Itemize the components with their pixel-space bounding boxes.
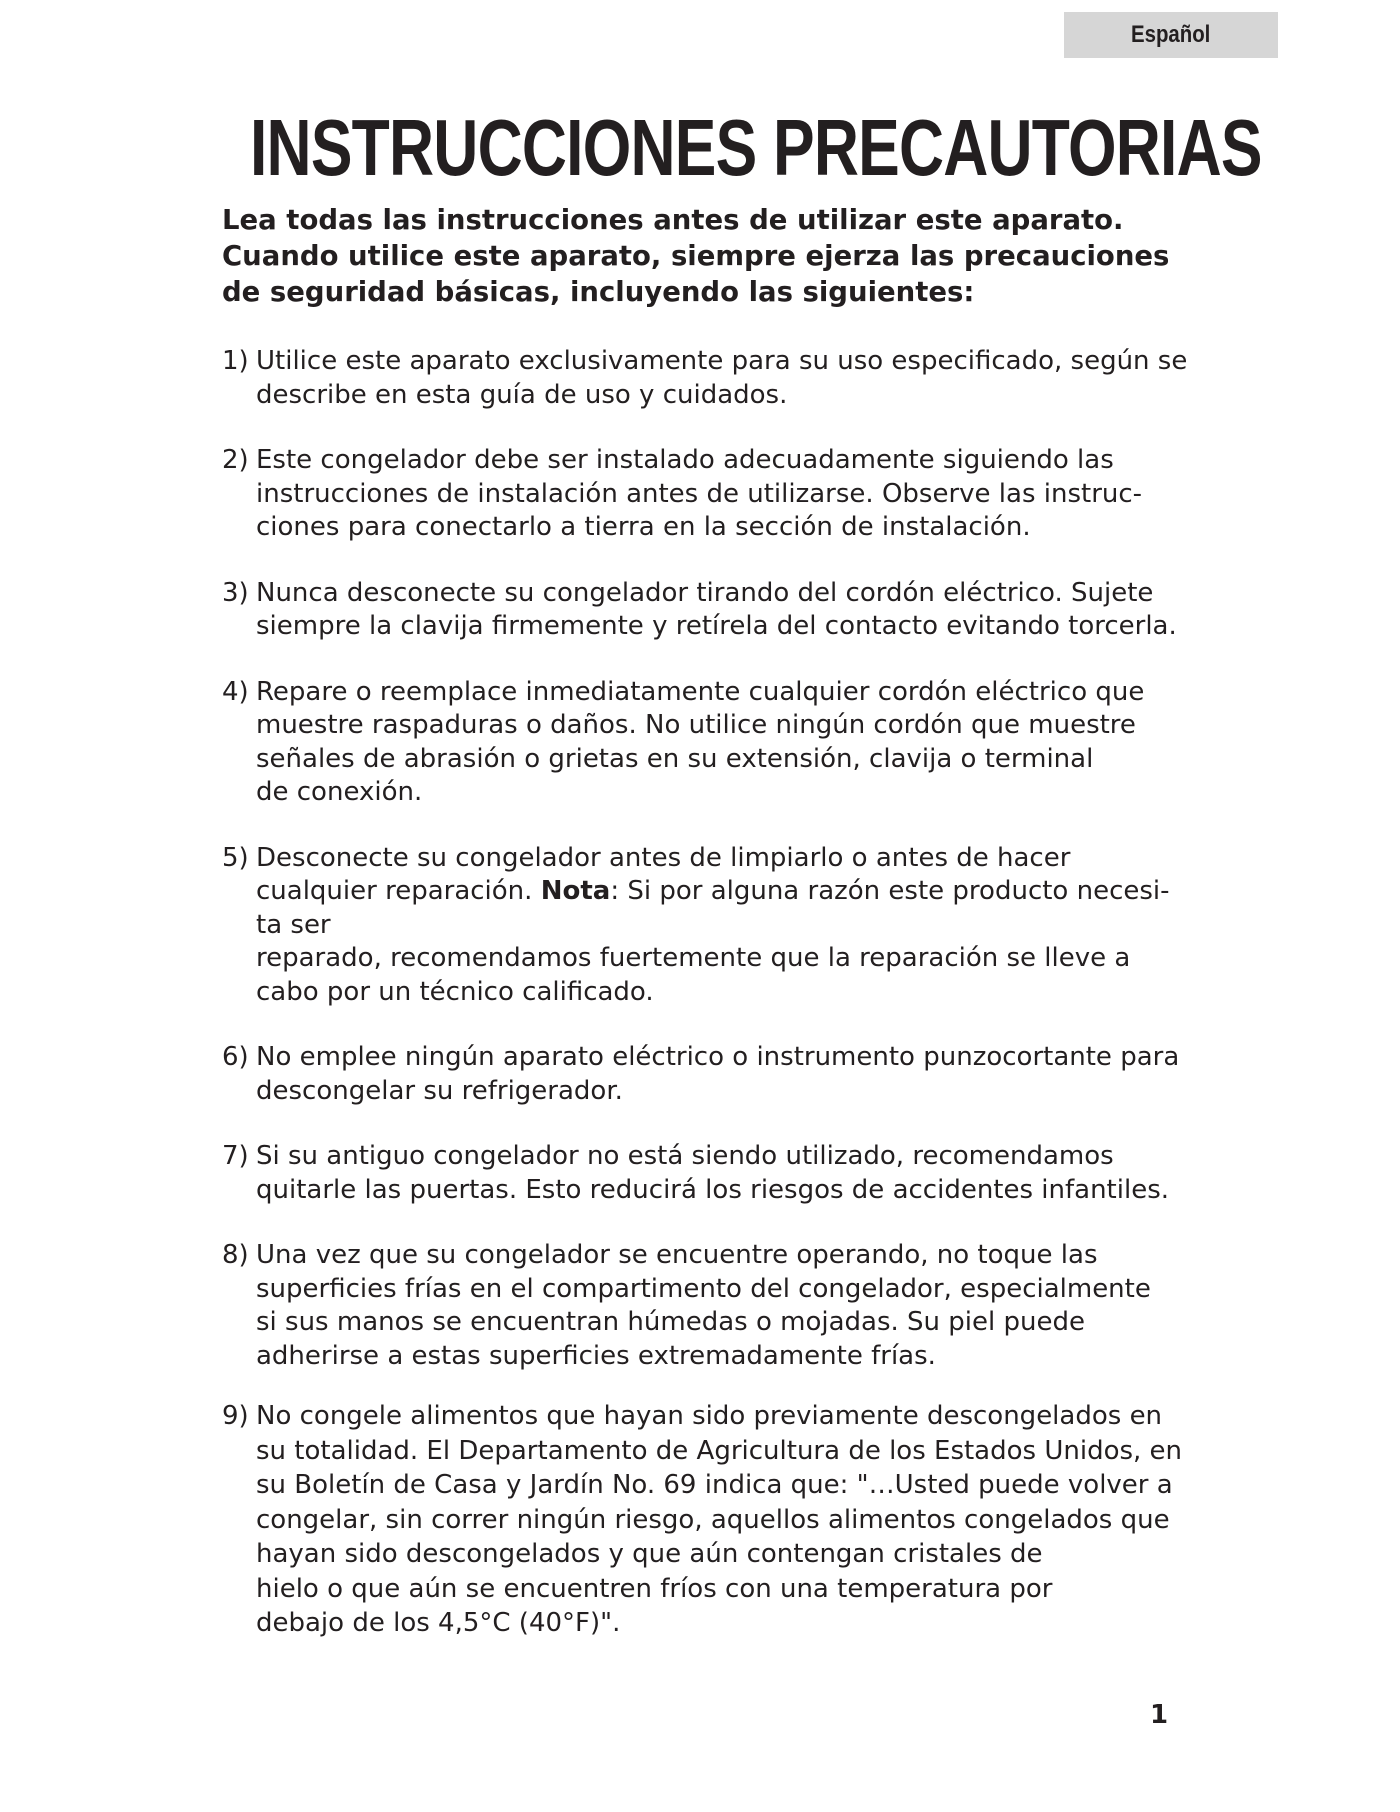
item-number: 3) [222,577,249,608]
item-text [256,345,1222,412]
item-text [256,1140,1222,1207]
item-text-segment: cualquier reparación. [256,876,541,906]
note-label: Nota [540,876,611,906]
item-line: adherirse a estas superficies extremadamente frías. [256,1340,936,1371]
item-line: instrucciones de instalación antes de utilizarse. Observe las instruc- [256,478,1143,509]
item-line: su Boletín de Casa y Jardín No. 69 indica que: "…Usted puede volver a [256,1470,1173,1500]
item-line: de conexión. [256,777,423,807]
item-line: hielo o que aún se encuentren fríos con una temperatura por [256,1573,1053,1604]
item-line: señales de abrasión o grietas en su extensión, clavija o terminal [256,743,1094,774]
item-line: muestre raspaduras o daños. No utilice ningún cordón que muestre [256,710,1136,740]
page-number: 1 [1150,1700,1169,1730]
item-number: 5) [222,842,249,873]
language-tab-label: Español [1131,21,1211,48]
item-number: 8) [222,1240,249,1270]
item-line: congelar, sin correr ningún riesgo, aquellos alimentos congelados que [256,1504,1170,1535]
item-line: No congele alimentos que hayan sido previamente descongelados en [256,1401,1163,1431]
instruction-item-9 [222,1399,1222,1641]
instruction-item-4 [222,676,1222,810]
intro-line: Cuando utilice este aparato, siempre ejerza las precauciones [222,240,1170,272]
instruction-item-7 [222,1140,1222,1207]
intro-line: Lea todas las instrucciones antes de utilizar este aparato. [222,204,1124,236]
item-line: No emplee ningún aparato eléctrico o instrumento punzocortante para [256,1042,1180,1072]
item-text [256,577,1222,644]
instruction-item-2 [222,444,1222,545]
intro-line: de seguridad básicas, incluyendo las siguientes: [222,276,975,308]
item-line: si sus manos se encuentran húmedas o mojadas. Su piel puede [256,1307,1085,1337]
page-title: INSTRUCCIONES PRECAUTORIAS [250,103,1262,192]
item-line: Utilice este aparato exclusivamente para su uso especificado, según se [256,346,1188,376]
item-text [256,842,1222,1010]
instruction-list [222,345,1222,1641]
intro-paragraph [222,202,1202,310]
item-text [256,444,1222,545]
item-line: describe en esta guía de uso y cuidados. [256,379,788,410]
item-line: Nunca desconecte su congelador tirando del cordón eléctrico. Sujete [256,577,1154,608]
item-line: cabo por un técnico calificado. [256,976,654,1007]
item-line: su totalidad. El Departamento de Agricultura de los Estados Unidos, en [256,1435,1183,1466]
item-line: Si su antiguo congelador no está siendo utilizado, recomendamos [256,1141,1114,1171]
item-number: 1) [222,346,249,376]
item-text [256,1399,1222,1641]
item-text-segment: : Si por alguna razón este producto necesi- [610,876,1170,906]
item-line: siempre la clavija firmemente y retírela del contacto evitando torcerla. [256,611,1177,641]
item-number: 9) [222,1401,249,1431]
item-line: Repare o reemplace inmediatamente cualquier cordón eléctrico que [256,676,1145,707]
item-line: debajo de los 4,5°C (40°F)". [256,1608,621,1638]
item-line: Este congelador debe ser instalado adecuadamente siguiendo las [256,445,1114,475]
instruction-item-1 [222,345,1222,412]
item-line: Una vez que su congelador se encuentre operando, no toque las [256,1240,1098,1270]
item-text [256,1239,1222,1373]
item-number: 4) [222,676,249,707]
item-line: descongelar su refrigerador. [256,1075,623,1106]
item-line: Desconecte su congelador antes de limpiarlo o antes de hacer [256,842,1071,873]
instruction-item-6 [222,1041,1222,1108]
item-text [256,1041,1222,1108]
item-line: quitarle las puertas. Esto reducirá los riesgos de accidentes infantiles. [256,1174,1170,1205]
instruction-item-3 [222,577,1222,644]
item-line: ta ser [256,909,331,940]
instruction-item-5 [222,842,1222,1010]
language-tab [1064,12,1278,58]
item-number: 6) [222,1042,249,1072]
instruction-item-8 [222,1239,1222,1373]
item-line: ciones para conectarlo a tierra en la sección de instalación. [256,512,1031,542]
item-line [256,875,1222,909]
item-text [256,676,1222,810]
item-number: 7) [222,1141,249,1171]
item-line: reparado, recomendamos fuertemente que la reparación se lleve a [256,943,1131,973]
item-line: superficies frías en el compartimento del congelador, especialmente [256,1273,1151,1304]
item-number: 2) [222,445,249,475]
item-line: hayan sido descongelados y que aún contengan cristales de [256,1539,1043,1569]
